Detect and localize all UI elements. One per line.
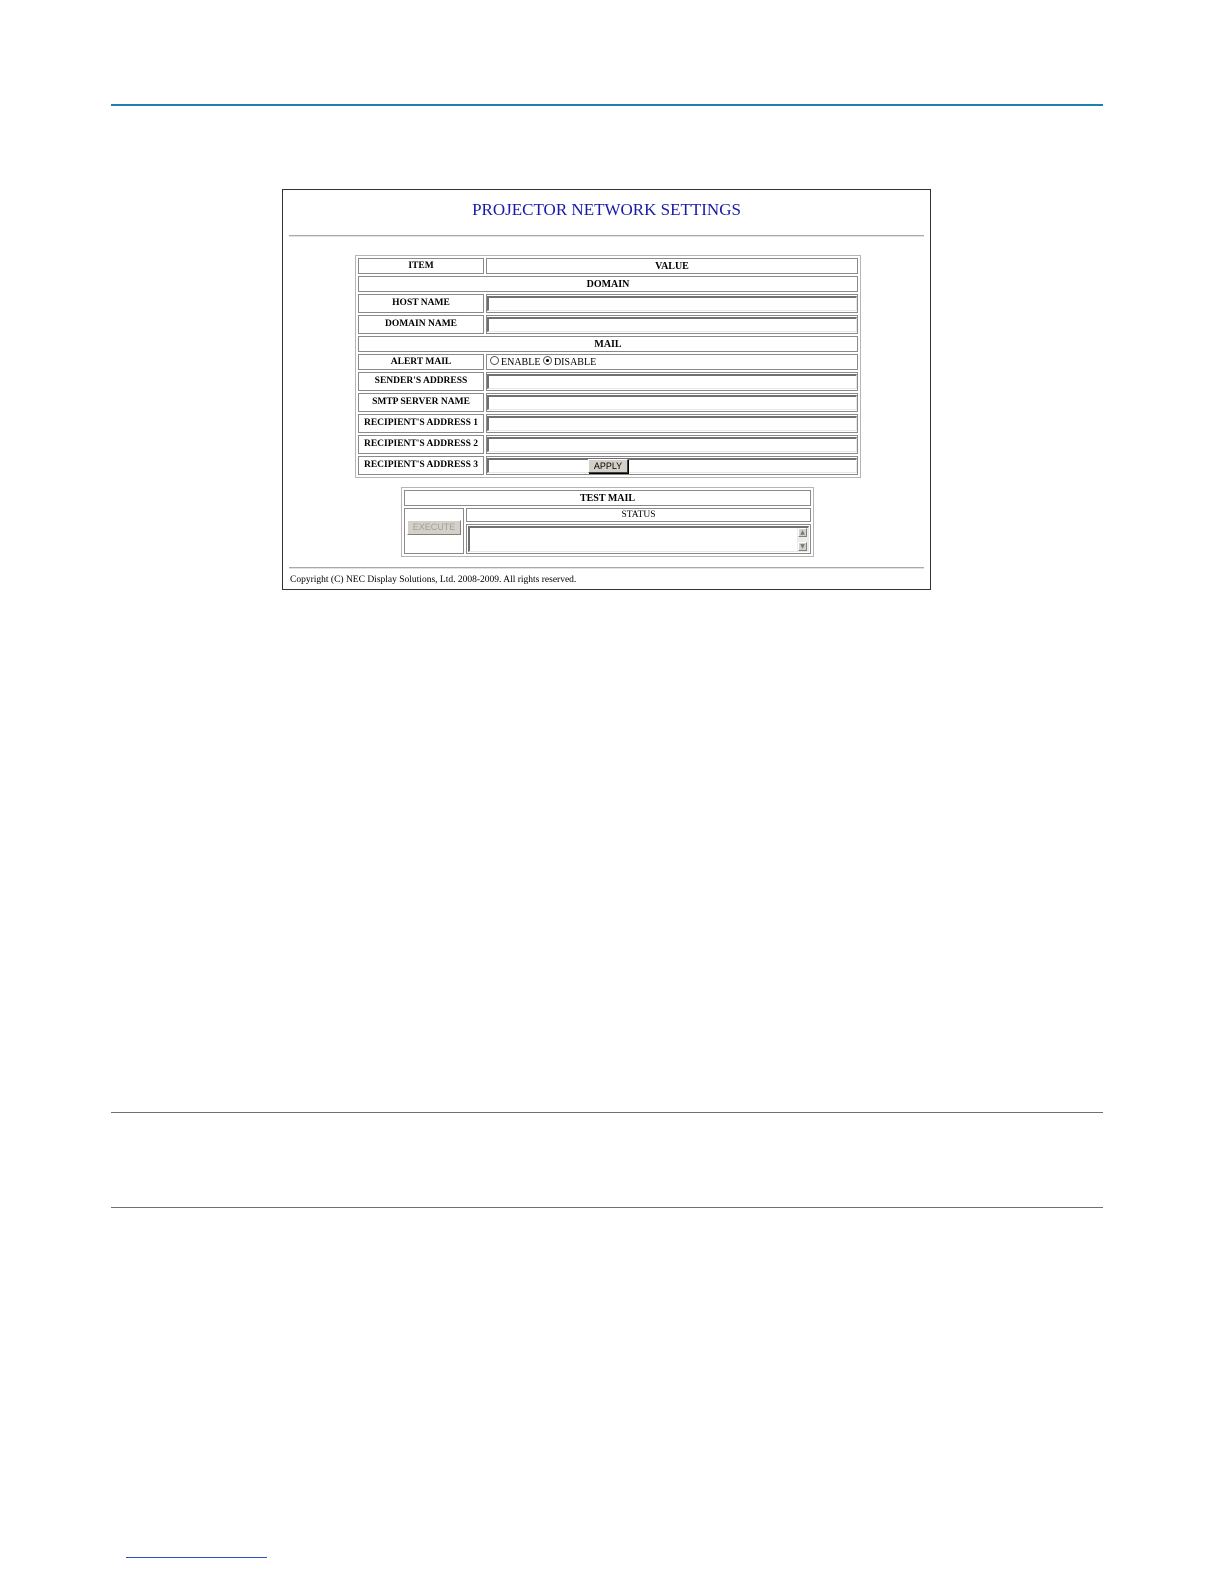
alert-mail-label: ALERT MAIL [358,354,484,370]
status-cell [466,524,811,554]
footer-divider [289,567,924,569]
section-domain: DOMAIN [358,276,858,292]
smtp-server-name-input[interactable] [487,395,857,410]
recipient-address-2-label: RECIPIENT'S ADDRESS 2 [358,435,484,454]
smtp-server-name-label: SMTP SERVER NAME [358,393,484,412]
column-header-item: ITEM [358,258,484,274]
status-textarea[interactable] [468,526,809,552]
alert-mail-enable-label[interactable]: ENABLE [501,356,541,368]
recipient-address-2-input[interactable] [487,437,857,452]
status-label: STATUS [466,508,811,522]
section-mail: MAIL [358,336,858,352]
alert-mail-options [486,354,858,370]
recipient-address-3-label: RECIPIENT'S ADDRESS 3 [358,456,484,475]
alert-mail-disable-radio[interactable] [543,356,552,365]
scroll-up-icon[interactable]: ▲ [798,528,807,537]
alert-mail-enable-radio[interactable] [490,356,499,365]
domain-name-label: DOMAIN NAME [358,315,484,334]
execute-button[interactable]: EXECUTE [407,520,461,535]
page-title: PROJECTOR NETWORK SETTINGS [472,200,741,219]
apply-button[interactable]: APPLY [588,459,628,473]
execute-cell [404,508,464,554]
recipient-address-3-input[interactable] [487,458,857,473]
network-settings-table [355,255,861,478]
test-mail-table [401,487,814,557]
scroll-down-icon[interactable]: ▼ [798,542,807,551]
test-mail-title: TEST MAIL [404,490,811,506]
senders-address-label: SENDER'S ADDRESS [358,372,484,391]
host-name-label: HOST NAME [358,294,484,313]
status-scrollbar[interactable] [797,528,808,551]
section-rule-2 [111,1207,1103,1208]
title-divider [289,235,924,237]
column-header-value: VALUE [486,258,858,274]
footer-link-underline [126,1557,267,1558]
browser-screenshot [282,189,931,590]
alert-mail-disable-label[interactable]: DISABLE [553,356,597,368]
domain-name-input[interactable] [487,317,857,332]
section-rule-1 [111,1112,1103,1113]
page-header-rule [111,104,1103,106]
recipient-address-1-input[interactable] [487,416,857,431]
host-name-input[interactable] [487,296,857,311]
copyright-text: Copyright (C) NEC Display Solutions, Ltd. 2008-2009. All rights reserved. [290,575,577,585]
recipient-address-1-label: RECIPIENT'S ADDRESS 1 [358,414,484,433]
senders-address-input[interactable] [487,374,857,389]
